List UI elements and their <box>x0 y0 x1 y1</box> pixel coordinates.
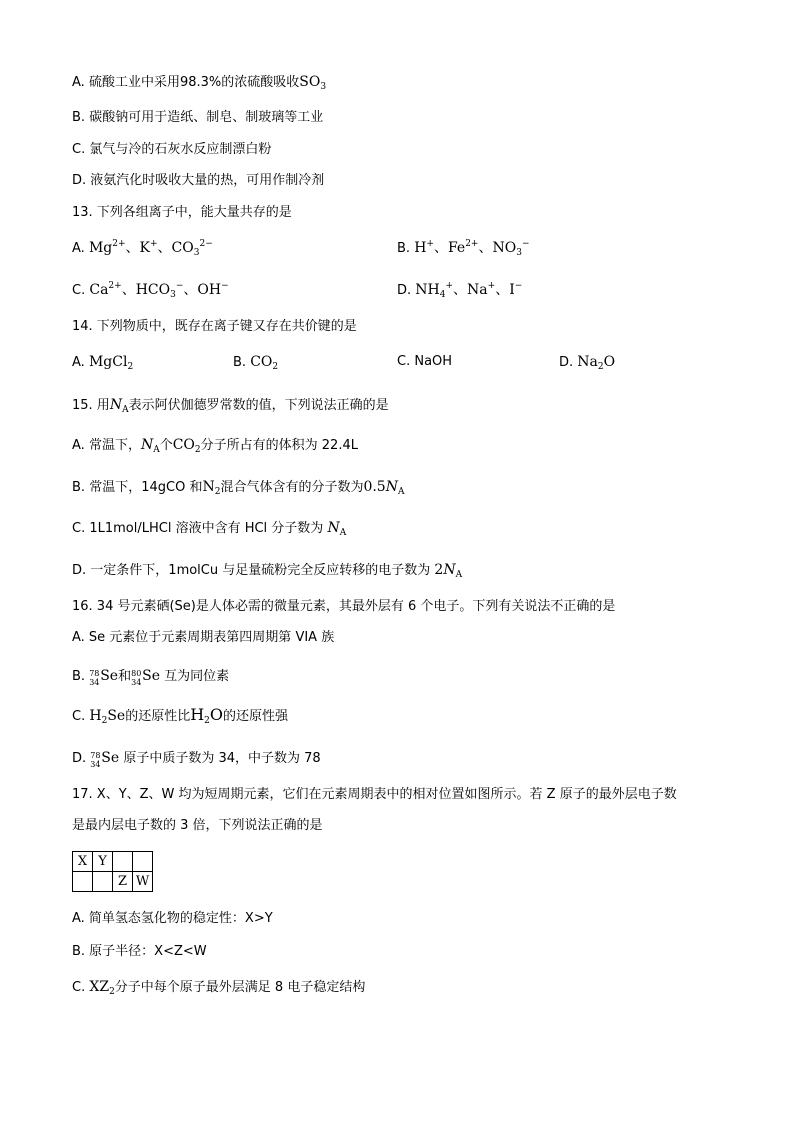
table-row <box>73 872 153 892</box>
periodic-position-table <box>72 851 153 892</box>
q12-option-a: A. 硫酸工业中采用98.3%的浓硫酸吸收$SO_3$ <box>72 74 327 92</box>
q14-option-b: B. $CO_2$ <box>233 354 279 372</box>
q13-stem: 13. 下列各组离子中，能大量共存的是 <box>72 205 292 220</box>
table-cell <box>73 872 93 892</box>
isotope-se-78: 78 34 <box>89 669 100 687</box>
q14-options <box>72 352 722 373</box>
table-cell <box>113 852 133 872</box>
q15-option-a: A. 常温下，$N_A$个$CO_2$分子所占有的体积为 22.4L <box>72 437 358 455</box>
q12-option-d: D. 液氨汽化时吸收大量的热，可用作制冷剂 <box>72 173 325 188</box>
q12-option-b: B. 碳酸钠可用于造纸、制皂、制玻璃等工业 <box>72 110 324 125</box>
q17-option-a: A. 简单氢态氢化物的稳定性：X>Y <box>72 911 273 926</box>
table-cell: Y <box>93 852 113 872</box>
q15-option-d: D. 一定条件下，1molCu 与足量硫粉完全反应转移的电子数为 $2N_A$ <box>72 562 463 580</box>
q16-stem: 16. 34 号元素硒(Se)是人体必需的微量元素，其最外层有 6 个电子。下列有关说法不正确的是 <box>72 599 616 614</box>
q13-option-b: B. H+、$Fe^{2+}$、$NO_3^-$ <box>397 239 530 258</box>
q16-option-a: A. Se 元素位于元素周期表第四周期第 VIA 族 <box>72 630 335 645</box>
isotope-se-80: 80 34 <box>131 669 142 687</box>
q13-option-c: C. $Ca^{2+}$、$HCO_3^-$、OH− <box>72 281 229 300</box>
q17-option-c: C. $XZ_2$分子中每个原子最外层满足 8 电子稳定结构 <box>72 979 366 997</box>
q13-options-cd <box>72 280 722 301</box>
table-cell <box>93 872 113 892</box>
q12-option-c: C. 氯气与冷的石灰水反应制漂白粉 <box>72 142 272 157</box>
q13-option-a: A. $Mg^{2+}$、K+、$CO_3^{2-}$ <box>72 239 213 258</box>
q14-option-c: C. NaOH <box>397 354 453 369</box>
table-cell: W <box>133 872 153 892</box>
q17-stem-line1: 17. X、Y、Z、W 均为短周期元素，它们在元素周期表中的相对位置如图所示。若 Z 原子的最外层电子数 <box>72 787 677 802</box>
q17-stem-line2: 是最内层电子数的 3 倍，下列说法正确的是 <box>72 818 323 833</box>
q15-option-c: C. 1L1mol/LHCl 溶液中含有 HCl 分子数为 $N_A$ <box>72 520 347 538</box>
q14-stem: 14. 下列物质中，既存在离子键又存在共价键的是 <box>72 319 357 334</box>
q17-option-b: B. 原子半径：X<Z<W <box>72 944 207 959</box>
q16-option-d: D. 78 34 Se 原子中质子数为 34，中子数为 78 <box>72 746 321 769</box>
table-row <box>73 852 153 872</box>
q14-option-a: A. MgCl$_2$ <box>72 354 134 372</box>
table-cell: X <box>73 852 93 872</box>
q13-option-d: D. $NH_4^+$、Na+、I− <box>397 281 523 300</box>
q15-option-b: B. 常温下，14gCO 和$N_2$混合气体含有的分子数为$0.5N_A$ <box>72 479 405 497</box>
q13-options-ab <box>72 238 722 259</box>
table-cell: Z <box>113 872 133 892</box>
q16-option-c: C. $H_2Se$的还原性比$H_2O$的还原性强 <box>72 705 289 726</box>
table-cell <box>133 852 153 872</box>
isotope-se-78: 78 34 <box>90 751 101 769</box>
q15-stem: 15. 用$N_A$表示阿伏伽德罗常数的值，下列说法正确的是 <box>72 397 389 415</box>
q14-option-d: D. $Na_2O$ <box>559 354 616 372</box>
q16-option-b: B. 78 34 Se和 80 34 Se 互为同位素 <box>72 664 229 687</box>
